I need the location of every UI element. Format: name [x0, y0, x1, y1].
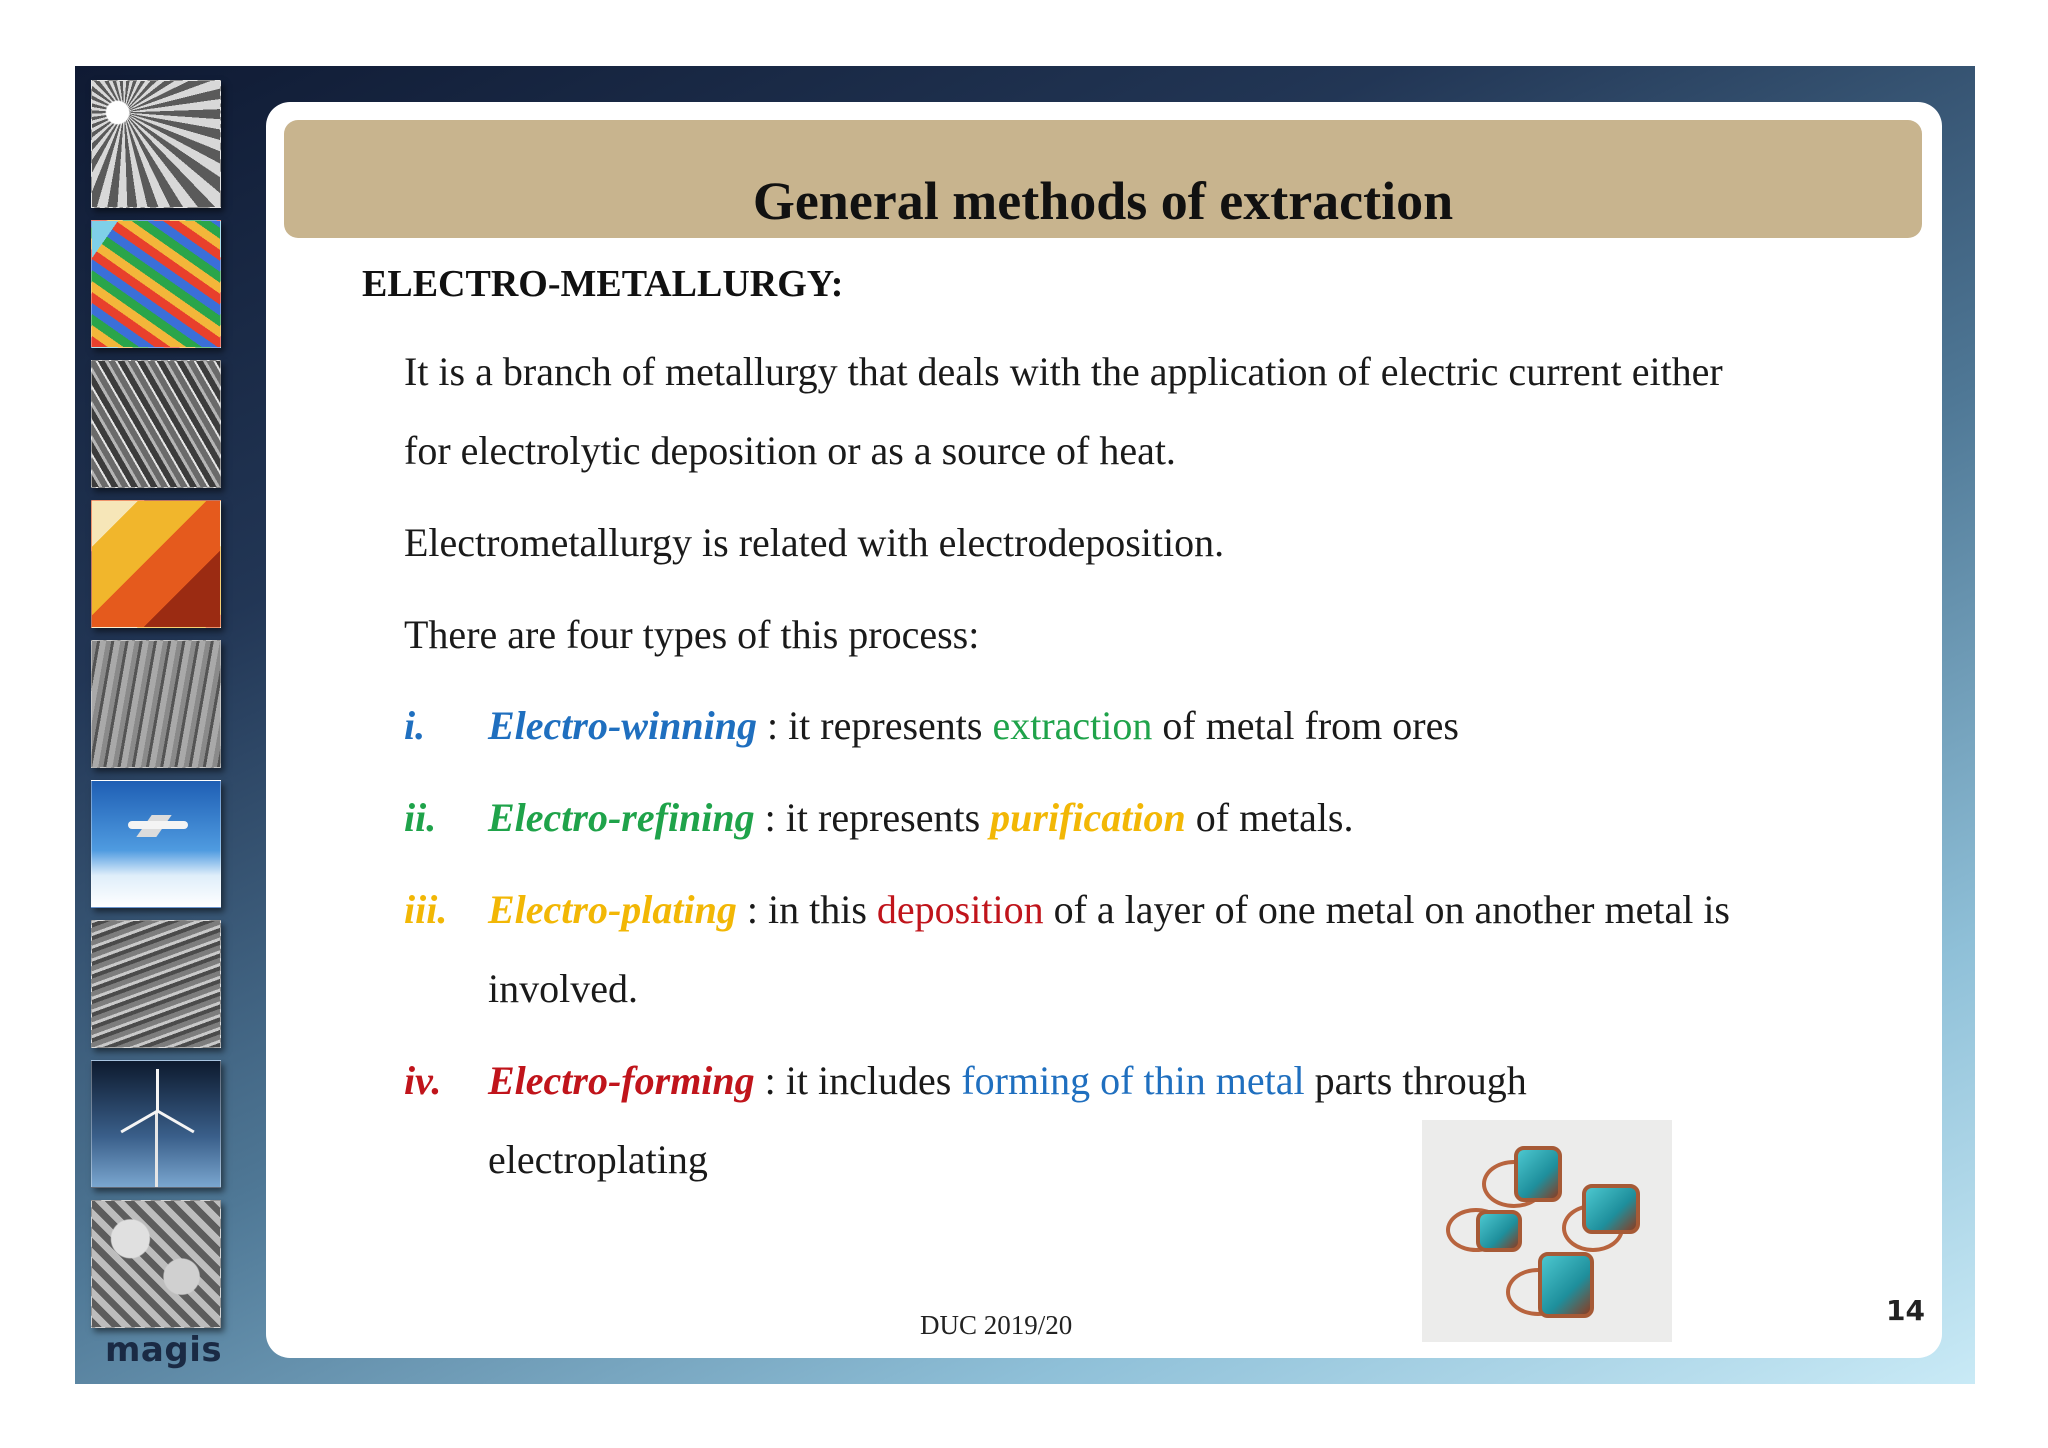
item-rest: of metals.: [1185, 795, 1354, 840]
microstructure-thumbnail: [91, 640, 221, 768]
list-item: [404, 794, 1354, 841]
item-term: Electro-refining: [488, 795, 755, 840]
copper-rings-photo: [1422, 1120, 1672, 1342]
item-number: ii.: [404, 795, 437, 840]
item-continuation: electroplating: [488, 1137, 708, 1182]
item-number: iii.: [404, 887, 448, 932]
paragraph-line-2: for electrolytic deposition or as a source of heat.: [404, 428, 1176, 473]
item-rest: parts through: [1304, 1058, 1527, 1103]
item-separator: : it represents: [754, 795, 991, 840]
item-term: Electro-plating: [488, 887, 737, 932]
item-separator: : it includes: [754, 1058, 962, 1103]
magis-logo: magis: [105, 1330, 223, 1370]
content-panel: [266, 102, 1942, 1358]
slide-background: [75, 66, 1975, 1384]
list-item: [404, 886, 1730, 933]
section-heading: ELECTRO-METALLURGY:: [362, 263, 844, 305]
footer-text: DUC 2019/20: [920, 1310, 1073, 1340]
paragraph-line-3: Electrometallurgy is related with electrodeposition.: [404, 520, 1225, 565]
item-number: iv.: [404, 1058, 442, 1103]
item-term: Electro-winning: [488, 703, 757, 748]
stress-cube-thumbnail: [91, 500, 221, 628]
particles-thumbnail: [91, 1200, 221, 1328]
item-separator: : in this: [736, 887, 877, 932]
item-number: i.: [404, 703, 426, 748]
item-highlight: purification: [990, 795, 1186, 840]
item-rest: of metal from ores: [1152, 703, 1459, 748]
title-bar: [284, 120, 1922, 238]
paragraph-line-4: There are four types of this process:: [404, 612, 980, 657]
paragraph-line-1: It is a branch of metallurgy that deals with the application of electric current either: [404, 349, 1723, 394]
slide-title: General methods of extraction: [752, 171, 1454, 231]
item-separator: : it represents: [756, 703, 993, 748]
page-number: 14: [1886, 1294, 1925, 1327]
list-item: [404, 702, 1459, 749]
item-rest: of a layer of one metal on another metal is: [1043, 887, 1730, 932]
fracture-surface-thumbnail: [91, 920, 221, 1048]
turbine-fan-thumbnail: [91, 80, 221, 208]
item-highlight: forming of thin metal: [961, 1058, 1305, 1103]
item-highlight: extraction: [992, 703, 1153, 748]
item-term: Electro-forming: [488, 1058, 755, 1103]
airplane-thumbnail: [91, 780, 221, 908]
fiber-micrograph-thumbnail: [91, 360, 221, 488]
item-highlight: deposition: [876, 887, 1044, 932]
wind-turbine-thumbnail: [91, 1060, 221, 1188]
simulation-block-thumbnail: [91, 220, 221, 348]
item-continuation: involved.: [488, 966, 638, 1011]
list-item: [404, 1057, 1527, 1104]
